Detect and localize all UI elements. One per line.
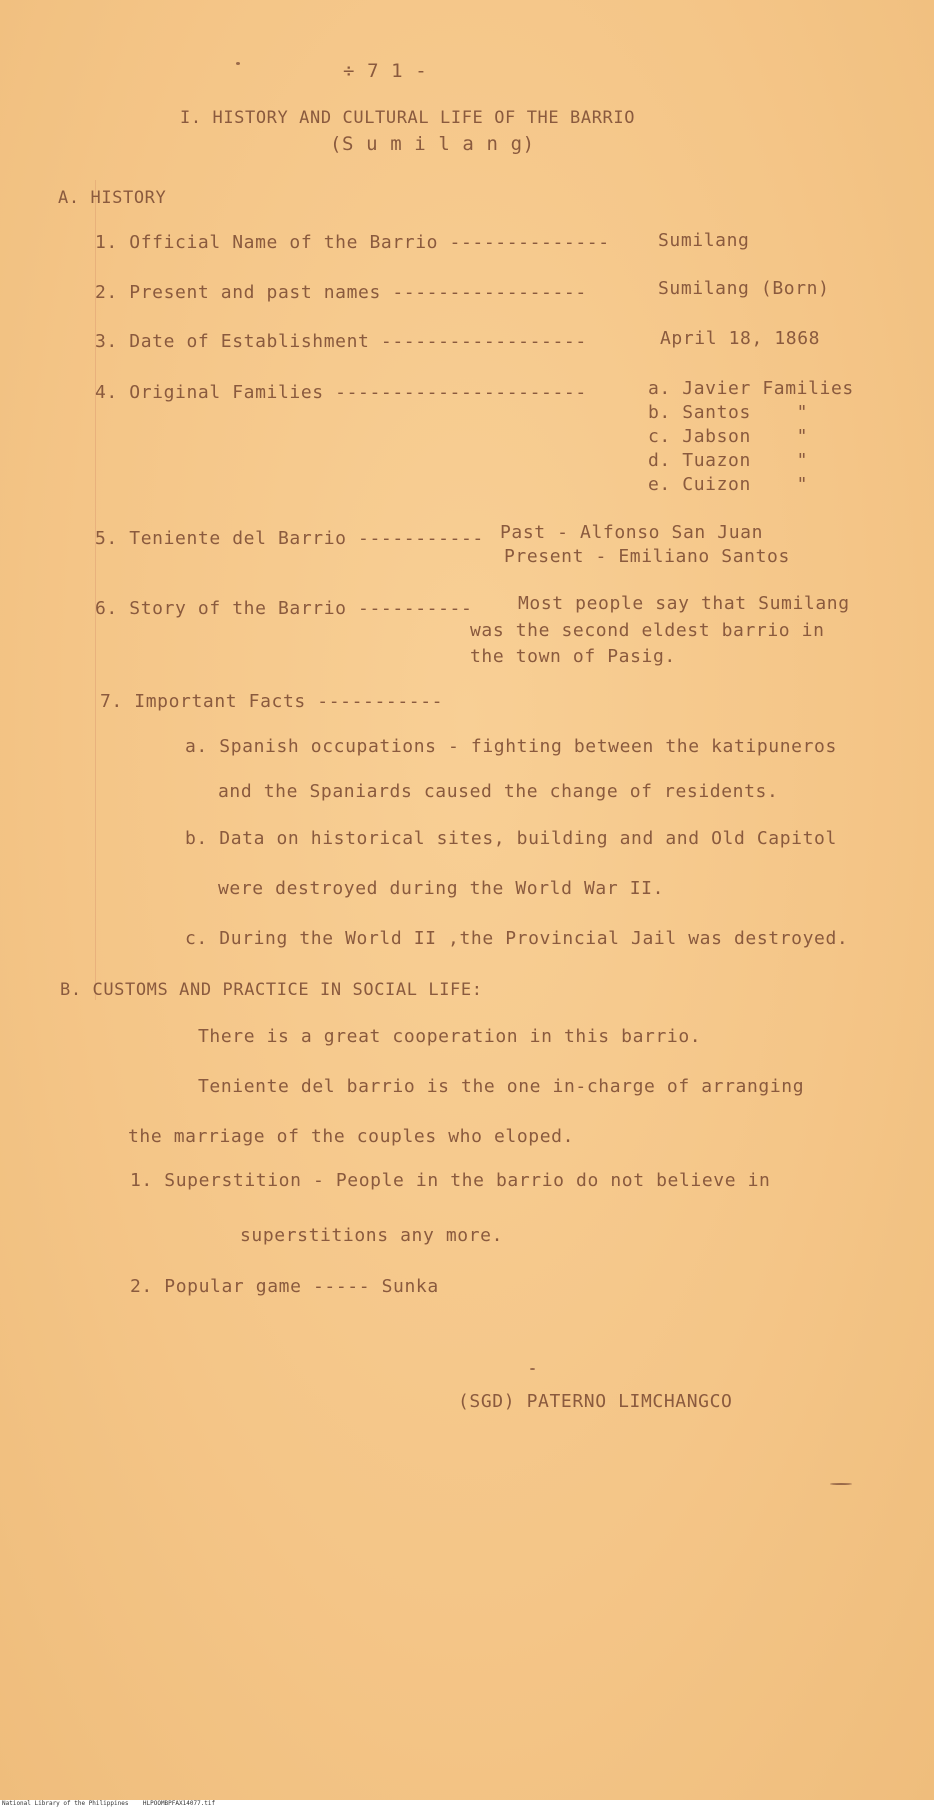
margin-line [95, 180, 96, 1000]
item-1-value: Sumilang [658, 230, 750, 251]
footer-caption: National Library of the Philippines HLPOOMBPFAX14077.tif [0, 1800, 934, 1808]
teniente-past: Past - Alfonso San Juan [500, 522, 764, 543]
item-1-label: 1. Official Name of the Barrio -------------- [95, 232, 610, 253]
item-2-label: 2. Present and past names ----------------- [95, 282, 587, 303]
document-title: I. HISTORY AND CULTURAL LIFE OF THE BARRIO [180, 108, 636, 128]
fact-a-line-1: a. Spanish occupations - fighting between the katipuneros [185, 736, 837, 757]
section-a-heading: A. HISTORY [58, 188, 167, 208]
ink-speck [830, 1483, 852, 1485]
ink-speck [236, 62, 240, 65]
page-number: ÷ 7 1 - [343, 60, 428, 82]
customs-line-2: Teniente del barrio is the one in-charge of arranging [198, 1076, 805, 1097]
family-d: d. Tuazon " [648, 450, 809, 471]
family-e: e. Cuizon " [648, 474, 809, 495]
family-c: c. Jabson " [648, 426, 809, 447]
item-4-label: 4. Original Families ---------------------- [95, 382, 587, 403]
fact-c: c. During the World II ,the Provincial Jail was destroyed. [185, 928, 849, 949]
item-6-label: 6. Story of the Barrio ---------- [95, 598, 473, 619]
item-2-value: Sumilang (Born) [658, 278, 830, 299]
popular-game: 2. Popular game ----- Sunka [130, 1276, 439, 1297]
item-7-label: 7. Important Facts ----------- [100, 691, 444, 712]
family-a: a. Javier Families [648, 378, 854, 399]
customs-line-1: There is a great cooperation in this barrio. [198, 1026, 702, 1047]
fact-b-line-1: b. Data on historical sites, building and and Old Capitol [185, 828, 837, 849]
item-3-label: 3. Date of Establishment ------------------ [95, 331, 587, 352]
story-line-1: Most people say that Sumilang [518, 593, 850, 614]
document-subtitle: (S u m i l a n g) [330, 133, 535, 155]
superstition-line-2: superstitions any more. [240, 1225, 504, 1246]
story-line-2: was the second eldest barrio in [470, 620, 825, 641]
item-3-value: April 18, 1868 [660, 328, 821, 349]
customs-line-3: the marriage of the couples who eloped. [128, 1126, 575, 1147]
superstition-line-1: 1. Superstition - People in the barrio do not believe in [130, 1170, 771, 1191]
item-5-label: 5. Teniente del Barrio ----------- [95, 528, 484, 549]
section-b-heading: B. CUSTOMS AND PRACTICE IN SOCIAL LIFE: [60, 980, 483, 1000]
family-b: b. Santos " [648, 402, 809, 423]
fact-a-line-2: and the Spaniards caused the change of residents. [218, 781, 779, 802]
ink-speck [530, 1368, 535, 1370]
signature: (SGD) PATERNO LIMCHANGCO [458, 1391, 733, 1412]
story-line-3: the town of Pasig. [470, 646, 676, 667]
fact-b-line-2: were destroyed during the World War II. [218, 878, 665, 899]
teniente-present: Present - Emiliano Santos [504, 546, 790, 567]
